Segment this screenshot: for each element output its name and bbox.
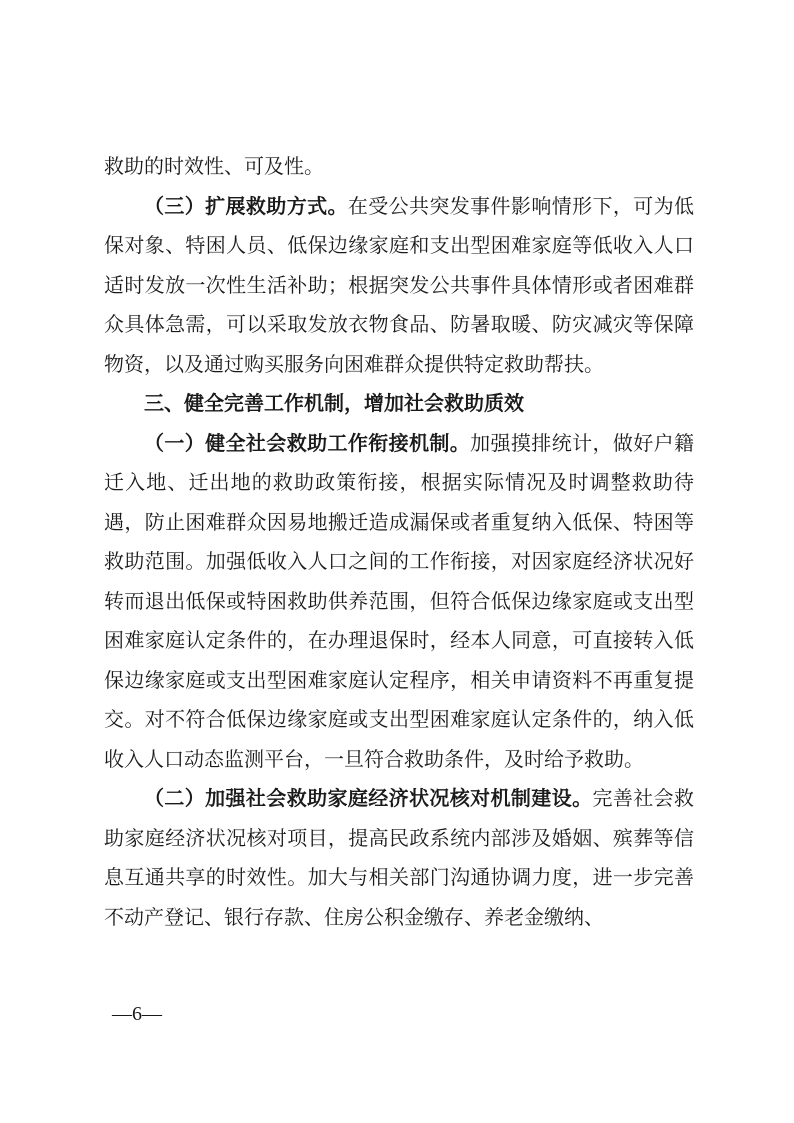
paragraph-work-connection — [104, 424, 694, 780]
paragraph-economic-verification — [104, 779, 694, 937]
subsection-heading: （二）加强社会救助家庭经济状况核对机制建设。 — [144, 786, 593, 810]
paragraph-text: 救助的时效性、可及性。 — [104, 154, 324, 178]
subsection-heading: （三）扩展救助方式。 — [144, 193, 348, 218]
body-text — [104, 147, 694, 937]
paragraph-continuation — [104, 147, 694, 187]
page-number: —6— — [112, 1003, 162, 1025]
section-heading: 三、健全完善工作机制，增加社会救助质效 — [144, 391, 524, 415]
paragraph-text: 在受公共突发事件影响情形下，可为低保对象、特困人员、低保边缘家庭和支出型困难家庭等低收入人口适时发放一次性生活补助；根据突发公共事件具体情形或者困难群众具体急需，可以采取发放衣物食品、防暑取暖、防灾减灾等保障物资，以及通过购买服务向困难群众提供特定救助帮扶。 — [104, 193, 695, 376]
paragraph-text: 加强摸排统计，做好户籍迁入地、迁出地的救助政策衔接，根据实际情况及时调整救助待遇，防止困难群众因易地搬迁造成漏保或者重复纳入低保、特困等救助范围。加强低收入人口之间的工作衔接，对因家庭经济状况好转而退出低保或特困救助供养范围，但符合低保边缘家庭或支出型困难家庭认定条件的，在办理退保时，经本人同意，可直接转入低保边缘家庭或支出型困难家庭认定程序，相关申请资料不再重复提交。对不符合低保边缘家庭或支出型困难家庭认定条件的，纳入低收入人口动态监测平台，一旦符合救助条件，及时给予救助。 — [104, 430, 695, 771]
paragraph-text: 完善社会救助家庭经济状况核对项目，提高民政系统内部涉及婚姻、殡葬等信息互通共享的时效性。加大与相关部门沟通协调力度，进一步完善不动产登记、银行存款、住房公积金缴存、养老金缴纳、 — [104, 786, 695, 929]
paragraph-expand-assistance — [104, 187, 694, 385]
subsection-heading: （一）健全社会救助工作衔接机制。 — [144, 430, 471, 455]
